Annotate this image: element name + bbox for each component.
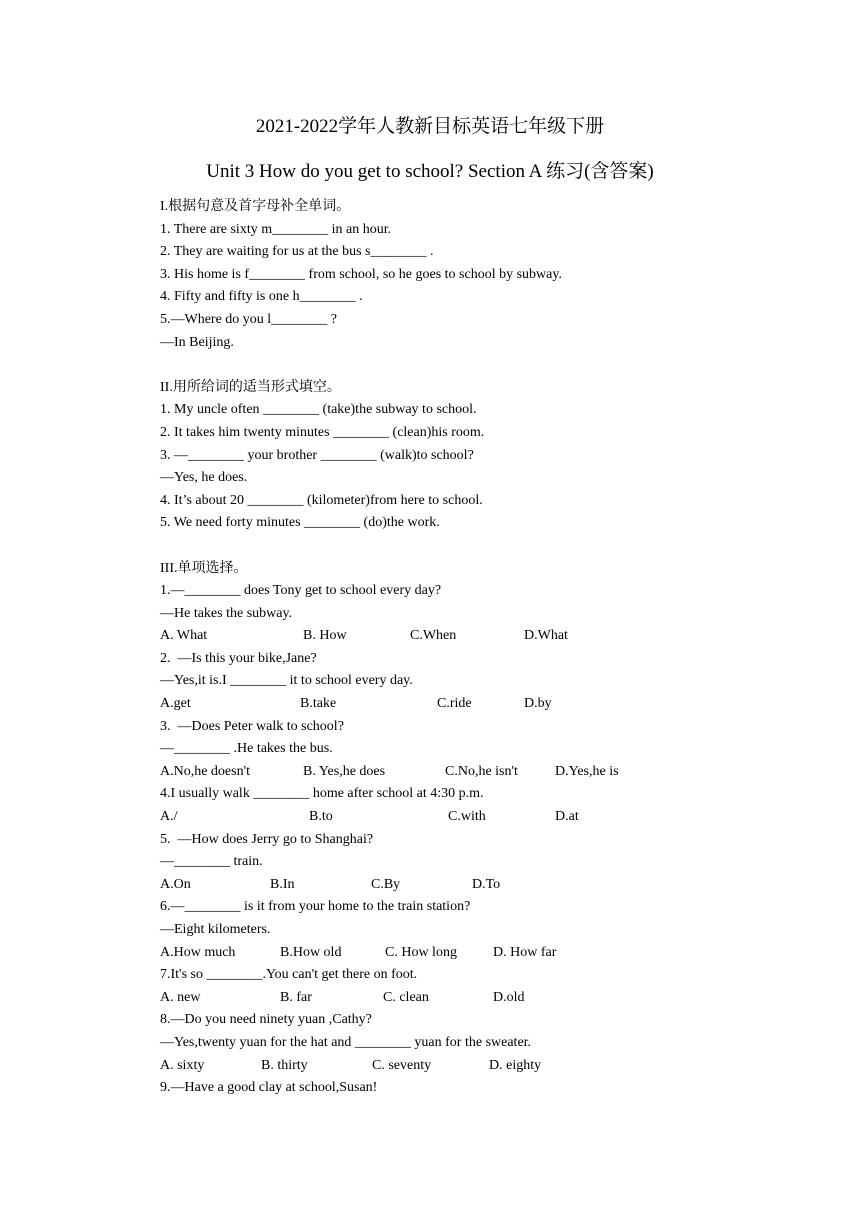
answer-line: —________ .He takes the bus. <box>160 741 333 757</box>
option-d: D.old <box>493 989 525 1005</box>
answer-line: —Yes, he does. <box>160 470 248 486</box>
option-d: D. How far <box>493 944 557 960</box>
option-c: C.with <box>448 809 486 825</box>
question-line: 2. They are waiting for us at the bus s________ . <box>160 244 434 260</box>
option-a: A.How much <box>160 944 236 960</box>
option-b: B.In <box>270 876 295 892</box>
option-a: A. new <box>160 989 201 1005</box>
answer-line: —In Beijing. <box>160 334 234 350</box>
option-d: D.by <box>524 696 552 712</box>
question-line: 2. It takes him twenty minutes ________ (clean)his room. <box>160 424 485 440</box>
options-row <box>160 942 800 965</box>
option-d: D.To <box>472 876 501 892</box>
option-c: C. How long <box>385 944 457 960</box>
option-d: D.What <box>524 628 568 644</box>
option-c: C.No,he isn't <box>445 763 518 779</box>
option-a: A./ <box>160 809 178 825</box>
question-line: 4.I usually walk ________ home after school at 4:30 p.m. <box>160 786 484 802</box>
option-d: D. eighty <box>489 1057 542 1073</box>
spacer <box>160 535 800 558</box>
options-row <box>160 625 800 648</box>
option-b: B. Yes,he does <box>303 763 386 779</box>
answer-line: —Eight kilometers. <box>160 922 271 937</box>
question-line: 6.—________ is it from your home to the train station? <box>160 899 471 915</box>
document-subtitle: Unit 3 How do you get to school? Section A 练习(含答案) <box>206 161 654 182</box>
section-heading-1: I.根据句意及首字母补全单词。 <box>160 199 351 214</box>
option-b: B.to <box>309 809 333 825</box>
options-row <box>160 987 800 1010</box>
option-b: B. How <box>303 628 347 644</box>
question-line: 1. There are sixty m________ in an hour. <box>160 221 392 237</box>
option-d: D.Yes,he is <box>555 763 619 779</box>
options-row <box>160 1055 800 1078</box>
options-row <box>160 874 800 897</box>
option-c: C.ride <box>437 696 472 712</box>
answer-line: —________ train. <box>160 854 263 870</box>
question-line: 3. His home is f________ from school, so he goes to school by subway. <box>160 266 562 282</box>
section-heading-3: III.单项选择。 <box>160 560 248 576</box>
question-line: 3. —________ your brother ________ (walk)to school? <box>160 447 474 463</box>
document-title: 2021-2022学年人教新目标英语七年级下册 <box>255 116 605 137</box>
option-b: B. far <box>280 989 312 1005</box>
spacer <box>160 354 800 377</box>
option-a: A. What <box>160 628 208 644</box>
option-c: C.By <box>371 876 401 892</box>
option-c: C.When <box>410 628 457 644</box>
question-line: 2. —Is this your bike,Jane? <box>160 650 317 666</box>
question-line: 7.It's so ________.You can't get there on foot. <box>160 967 418 983</box>
option-a: A. sixty <box>160 1057 205 1073</box>
question-line: 5. We need forty minutes ________ (do)the work. <box>160 515 440 531</box>
question-line: 3. —Does Peter walk to school? <box>160 718 344 734</box>
option-c: C. seventy <box>372 1057 432 1073</box>
question-line: 9.—Have a good clay at school,Susan! <box>160 1080 378 1096</box>
question-line: 4. Fifty and fifty is one h________ . <box>160 289 363 305</box>
answer-line: —He takes the subway. <box>160 605 293 621</box>
option-a: A.No,he doesn't <box>160 763 251 779</box>
question-line: 1. My uncle often ________ (take)the subway to school. <box>160 402 477 418</box>
options-row <box>160 693 800 716</box>
question-line: 5.—Where do you l________ ? <box>160 311 337 327</box>
question-line: 1.—________ does Tony get to school every day? <box>160 583 442 599</box>
section-heading-2: II.用所给词的适当形式填空。 <box>160 379 341 395</box>
options-row <box>160 761 800 784</box>
document-body <box>160 196 800 1100</box>
answer-line: —Yes,twenty yuan for the hat and ________ yuan for the sweater. <box>160 1034 532 1050</box>
option-b: B. thirty <box>261 1057 308 1073</box>
options-row <box>160 806 800 829</box>
option-a: A.On <box>160 876 191 892</box>
option-c: C. clean <box>383 989 429 1005</box>
option-a: A.get <box>160 696 191 712</box>
option-d: D.at <box>555 809 579 825</box>
question-line: 5. —How does Jerry go to Shanghai? <box>160 831 374 847</box>
option-b: B.take <box>300 696 337 712</box>
question-line: 4. It’s about 20 ________ (kilometer)from here to school. <box>160 492 483 508</box>
question-line: 8.—Do you need ninety yuan ,Cathy? <box>160 1012 372 1028</box>
option-b: B.How old <box>280 944 342 960</box>
answer-line: —Yes,it is.I ________ it to school every day. <box>160 673 413 689</box>
